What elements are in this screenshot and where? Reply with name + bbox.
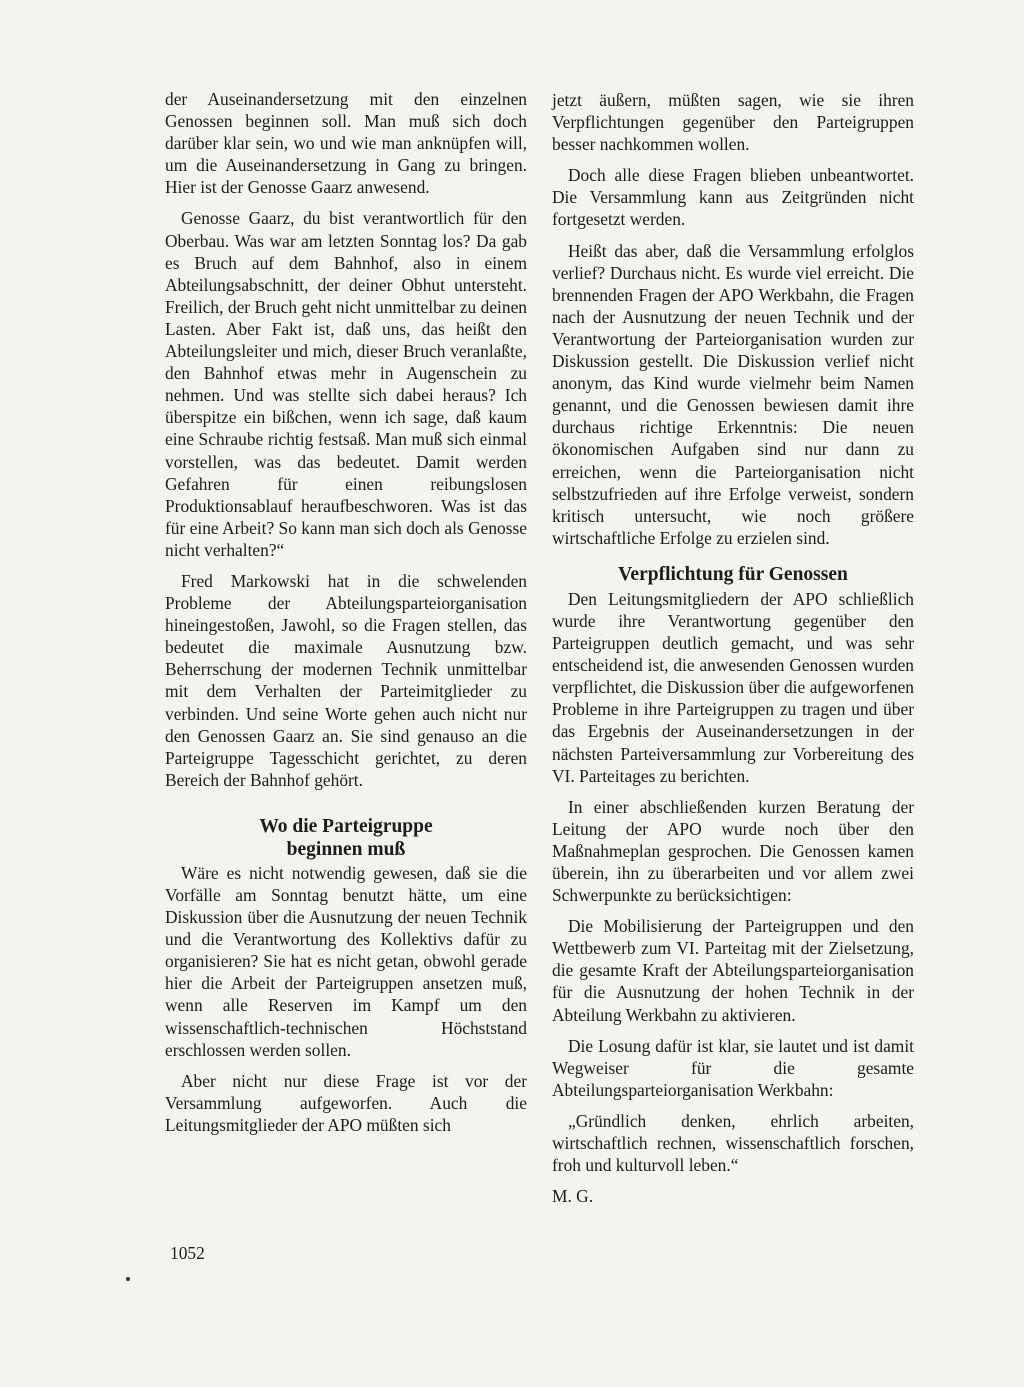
paragraph: In einer abschließenden kurzen Beratung der Leitung der APO wurde noch über den Maßnahmeplan gesprochen. Die Genossen kamen überein, ihn zu überarbeiten und vor allem zwei Schwerpunkte zu berücksichtigen:: [552, 796, 914, 906]
paragraph: Die Mobilisierung der Parteigruppen und den Wettbewerb zum VI. Parteitag mit der Zielsetzung, die gesamte Kraft der Abteilungsparteiorganisation für die Ausnutzung der hohen Technik in der Abteilung Werkbahn zu aktivieren.: [552, 916, 914, 1025]
paragraph: Doch alle diese Fragen blieben unbeantwortet. Die Versammlung kann aus Zeitgründen nicht fortgesetzt werden.: [552, 165, 914, 230]
paragraph: der Auseinandersetzung mit den einzelnen Genossen beginnen soll. Man muß sich doch darüber klar sein, wo und wie man anknüpfen will, um die Auseinandersetzung in Gang zu bringen. Hier ist der Genosse Gaarz anwesend.: [165, 89, 527, 198]
page-number: 1052: [170, 1243, 205, 1263]
quote-paragraph: „Gründlich denken, ehrlich arbeiten, wirtschaftlich rechnen, wissenschaftlich forschen, froh und kulturvoll leben.“: [552, 1110, 914, 1176]
heading-line: Wo die Parteigruppe: [259, 815, 433, 837]
paragraph: Fred Markowski hat in die schwelenden Probleme der Abteilungsparteiorganisation hineingestoßen, Jawohl, so die Fragen stellen, das bedeutet die maximale Ausnutzung bzw. Beherrschung der modernen Technik unmittelbar mit dem Verhalten der Parteimitglieder zu verbinden. Und seine Worte gehen auch nicht nur den Genossen Gaarz an. Sie sind genauso an die Parteigruppe Tagesschicht gerichtet, zu deren Bereich der Bahnhof gehört.: [165, 570, 527, 790]
paragraph: Heißt das aber, daß die Versammlung erfolglos verlief? Durchaus nicht. Es wurde viel erreicht. Die brennenden Fragen der APO Werkbahn, die Fragen nach der Ausnutzung der neuen Technik und der Verantwortung der Parteiorganisation wurden zur Diskussion gestellt. Die Diskussion verlief nicht anonym, das Kind wurde vielmehr beim Namen genannt, und die Genossen bewiesen damit ihre durchaus richtige Erkenntnis: Die neuen ökonomischen Aufgaben sind nur dann zu erreichen, wenn die Parteiorganisation nicht selbstzufrieden auf ihre Erfolge verweist, sondern kritisch untersucht, wie noch größere wirtschaftliche Erfolge zu erzielen sind.: [552, 240, 914, 548]
section-heading: [165, 815, 527, 861]
author-signature: M. G.: [552, 1186, 594, 1207]
paragraph: Den Leitungsmitgliedern der APO schließlich wurde ihre Verantwortung gegenüber den Parteigruppen deutlich gemacht, und was sehr entscheidend ist, die anwesenden Genossen wurden verpflichtet, die Diskussion über die aufgeworfenen Probleme in ihre Parteigruppen zu tragen und über das Ergebnis der Auseinandersetzungen in der nächsten Parteiversammlung zur Vorbereitung des VI. Parteitages zu berichten.: [552, 588, 914, 786]
print-speck: [126, 1277, 130, 1281]
right-column: [552, 89, 914, 1216]
paragraph: Aber nicht nur diese Frage ist vor der Versammlung aufgeworfen. Auch die Leitungsmitglieder der APO müßten sich: [165, 1070, 527, 1135]
paragraph: jetzt äußern, müßten sagen, wie sie ihren Verpflichtungen gegenüber den Parteigruppen besser nachkommen wollen.: [552, 90, 914, 155]
heading-line: beginnen muß: [286, 838, 406, 860]
paragraph: Die Losung dafür ist klar, sie lautet und ist damit Wegweiser für die gesamte Abteilungsparteiorganisation Werkbahn:: [552, 1035, 914, 1100]
paragraph: Genosse Gaarz, du bist verantwortlich für den Oberbau. Was war am letzten Sonntag los? Da gab es Bruch auf dem Bahnhof, also in einem Abteilungsabschnitt, der deiner Obhut untersteht. Freilich, der Bruch geht nicht unmittelbar zu deinen Lasten. Aber Fakt ist, daß uns, das heißt den Abteilungsleiter und mich, dieser Bruch veranlaßte, den Bahnhof etwas mehr in Augenschein zu nehmen. Und was stellte sich dabei heraus? Ich überspitze ein bißchen, wenn ich sage, daß kaum eine Schraube richtig festsaß. Man muß sich einmal vorstellen, was das bedeutet. Damit werden Gefahren für einen reibungslosen Produktionsablauf heraufbeschworen. Was ist das für eine Arbeit? So kann man sich doch als Genosse nicht verhalten?“: [165, 208, 527, 560]
left-column: [165, 88, 527, 1145]
section-heading: Verpflichtung für Genossen: [618, 563, 848, 585]
paragraph: Wäre es nicht notwendig gewesen, daß sie die Vorfälle am Sonntag benutzt hätte, um eine Diskussion über die Ausnutzung der neuen Technik und die Verantwortung des Kollektivs dafür zu organisieren? Sie hat es nicht getan, obwohl gerade hier die Arbeit der Parteigruppen ansetzen muß, wenn alle Reserven im Kampf um den wissenschaftlich-technischen Höchststand erschlossen werden sollen.: [165, 862, 527, 1060]
